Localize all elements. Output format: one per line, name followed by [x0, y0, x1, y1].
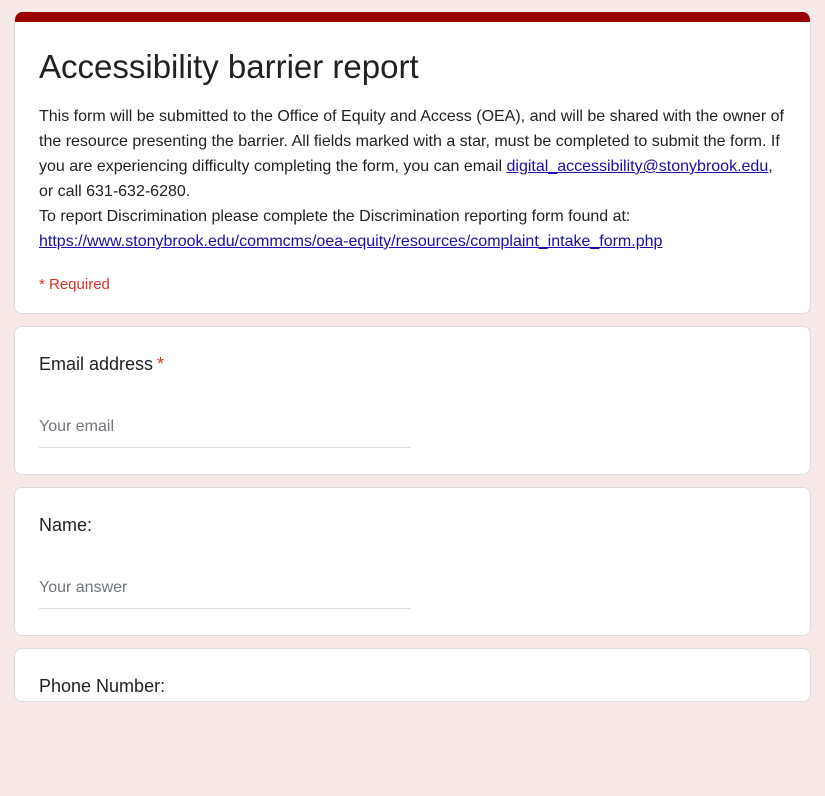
- question-label-phone-text: Phone Number:: [39, 676, 166, 696]
- discrimination-form-link[interactable]: https://www.stonybrook.edu/commcms/oea-equity/resources/complaint_intake_form.php: [39, 233, 663, 250]
- question-label-name: [39, 512, 786, 538]
- email-link[interactable]: digital_accessibility@stonybrook.edu: [506, 158, 769, 175]
- question-label-email: [39, 351, 786, 377]
- question-label-email-text: Email address: [39, 354, 154, 374]
- form-description: [39, 104, 786, 254]
- form-description-line2: To report Discrimination please complete the Discrimination reporting form found at:: [39, 208, 631, 225]
- required-note: * Required: [39, 276, 110, 293]
- required-star-email: *: [157, 354, 165, 374]
- name-input[interactable]: [39, 576, 411, 609]
- page-title: Accessibility barrier report: [39, 48, 419, 85]
- form-description-part2: , or call 631-632-6280.: [39, 158, 773, 200]
- form-header-card: [14, 12, 811, 314]
- form-container: [14, 0, 811, 702]
- email-input[interactable]: [39, 415, 411, 448]
- header-accent-bar: [15, 12, 810, 22]
- question-label-name-text: Name:: [39, 515, 93, 535]
- question-label-phone: [39, 673, 786, 699]
- question-card-phone: [14, 648, 811, 702]
- question-card-name: [14, 487, 811, 636]
- form-description-part1: This form will be submitted to the Office of Equity and Access (OEA), and will be shared with the owner of the resource presenting the barrier. All fields marked with a star, must be completed to submit the form. If you are experiencing difficulty completing the form, you can email: [39, 108, 784, 175]
- question-card-email: [14, 326, 811, 475]
